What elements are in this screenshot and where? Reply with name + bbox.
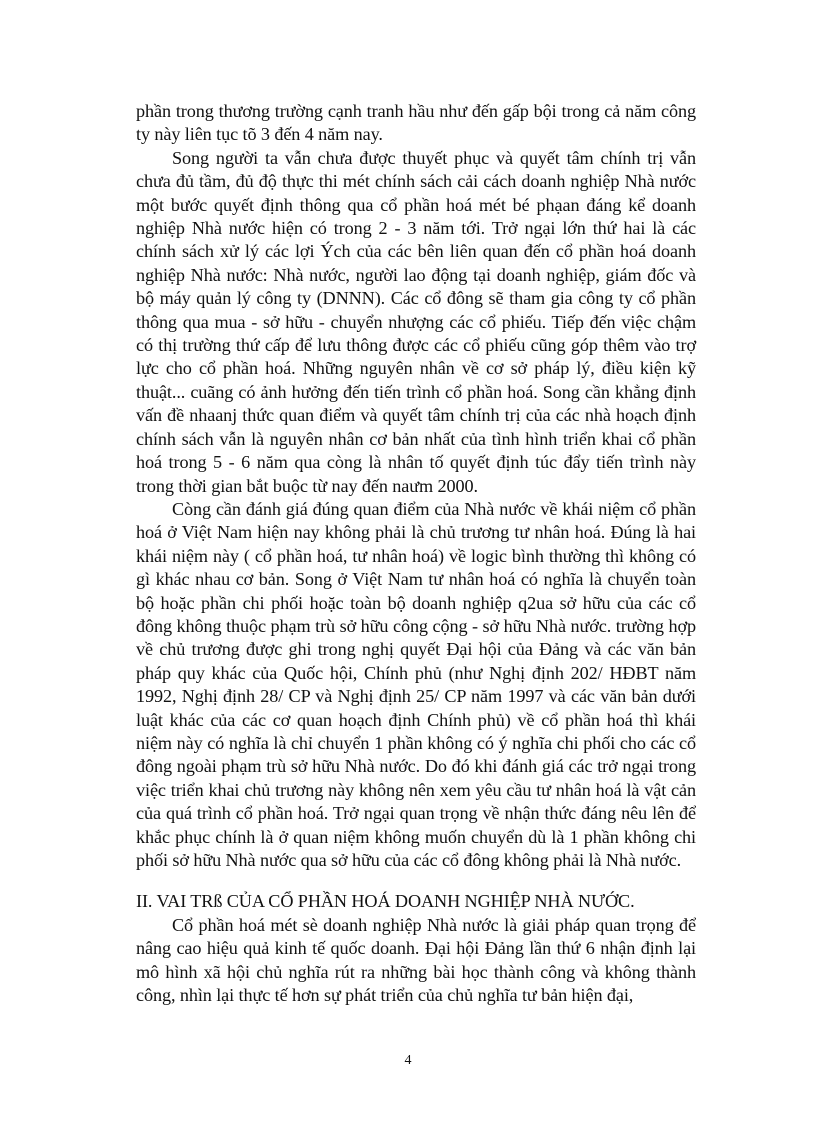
paragraph-privatization: Còng cần đánh giá đúng quan điểm của Nhà nước về khái niệm cổ phần hoá ở Việt Nam hiện nay không phải là chủ trương tư nhân hoá. Đúng là hai khái niệm này ( cổ phần hoá, tư nhân hoá) về logic bình thường thì không có gì khác nhau cơ bản. Song ở Việt Nam tư nhân hoá có nghĩa là chuyển toàn bộ hoặc phần chi phối hoặc toàn bộ doanh nghiệp q2ua sở hữu của các cổ đông không thuộc phạm trù sở hữu công cộng - sở hữu Nhà nước. trường hợp về chủ trương được ghi trong nghị quyết Đại hội của Đảng và các văn bản pháp quy khác của Quốc hội, Chính phủ (như Nghị định 202/ HĐBT năm 1992, Nghị định 28/ CP và Nghị định 25/ CP năm 1997 và các văn bản dưới luật khác của các cơ quan hoạch định Chính phủ) về cổ phần hoá thì khái niệm này có nghĩa là chỉ chuyển 1 phần không có ý nghĩa chi phối cho các cổ đông ngoài phạm trù sở hữu Nhà nước. Do đó khi đánh giá các trở ngại trong việc triển khai chủ trương này không nên xem yêu cầu tư nhân hoá là vật cản của quá trình cổ phần hoá. Trở ngại quan trọng về nhận thức đáng nêu lên để khắc phục chính là ở quan niệm không muốn chuyển dù là 1 phần không chi phối sở hữu Nhà nước qua sở hữu của các cổ đông không phải là Nhà nước.	[136, 498, 696, 870]
body-text	[136, 100, 696, 1007]
page-number: 4	[404, 1053, 412, 1068]
paragraph-obstacles: Song người ta vẫn chưa được thuyết phục và quyết tâm chính trị vẫn chưa đủ tầm, đủ độ thực thi mét chính sách cải cách doanh nghiệp Nhà nước một bước quyết định thông qua cổ phần hoá mét bé phạan đáng kể doanh nghiệp Nhà nước hiện có trong 2 - 3 năm tới. Trở ngại lớn thứ hai là các chính sách xử lý các lợi Ých của các bên liên quan đến cổ phần hoá doanh nghiệp Nhà nước: Nhà nước, người lao động tại doanh nghiệp, giám đốc và bộ máy quản lý công ty (DNNN). Các cổ đông sẽ tham gia công ty cổ phần thông qua mua - sở hữu - chuyển nhượng các cổ phiếu. Tiếp đến việc chậm có thị trường thứ cấp để lưu thông được các cổ phiếu cũng góp thêm vào trợ lực cho cổ phần hoá. Những nguyên nhân về cơ sở pháp lý, điều kiện kỹ thuật... cuãng có ảnh hưởng đến tiến trình cổ phần hoá. Song cần khẳng định vấn đề nhaanj thức quan điểm và quyết tâm chính trị của các nhà hoạch định chính sách vẫn là nguyên nhân cơ bản nhất của tình hình triển khai cổ phần hoá trong 5 - 6 năm qua còng là nhân tố quyết định túc đẩy tiến trình này trong thời gian bắt buộc từ nay đến naưm 2000.	[136, 147, 696, 496]
paragraph-continuation: phần trong thương trường cạnh tranh hầu như đến gấp bội trong cả năm công ty này liên tục tõ 3 đến 4 năm nay.	[136, 101, 696, 145]
paragraph-role: Cổ phần hoá mét sè doanh nghiệp Nhà nước là giải pháp quan trọng để nâng cao hiệu quả kinh tế quốc doanh. Đại hội Đảng lần thứ 6 nhận định lại mô hình xã hội chủ nghĩa rút ra những bài học thành công và không thành công, nhìn lại thực tế hơn sự phát triển của chủ nghĩa tư bản hiện đại,	[136, 914, 696, 1006]
section-heading: II. VAI TRß CỦA CỔ PHẦN HOÁ DOANH NGHIỆP NHÀ NƯỚC.	[136, 891, 635, 912]
